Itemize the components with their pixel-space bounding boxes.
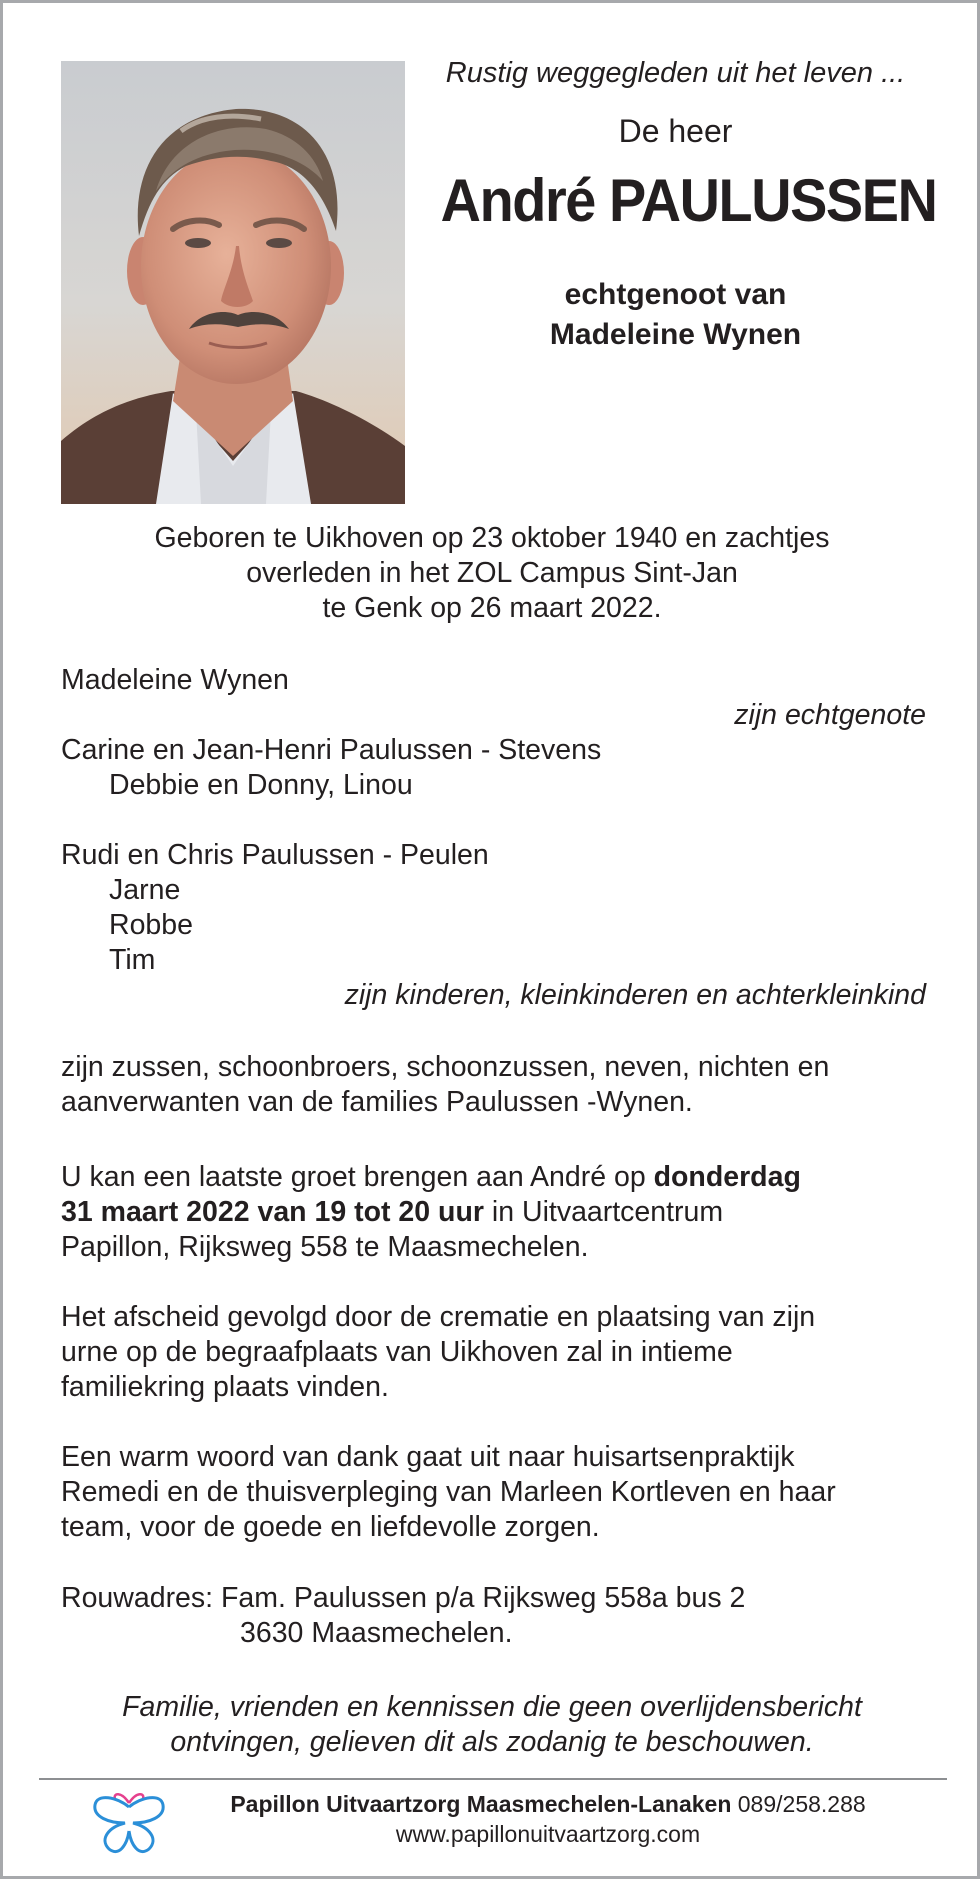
mourning-address: [61, 1581, 926, 1651]
farewell: [61, 1300, 926, 1405]
portrait-photo: [61, 61, 405, 504]
farewell-line-1: Het afscheid gevolgd door de crematie en plaatsing van zijn: [61, 1301, 816, 1333]
spacer: [61, 803, 926, 838]
grandchild-3: Tim: [109, 944, 156, 976]
child-1: Carine en Jean-Henri Paulussen - Stevens: [61, 734, 602, 766]
relatives-line-1: zijn zussen, schoonbroers, schoonzussen, neven, nichten en: [61, 1051, 830, 1083]
title-prefix: De heer: [618, 113, 733, 149]
thanks-line-2: Remedi en de thuisverpleging van Marleen Kortleven en haar: [61, 1476, 836, 1508]
address-line-2: 3630 Maasmechelen.: [240, 1617, 513, 1649]
visitation-line-1: [61, 1160, 926, 1195]
closing-line-2: ontvingen, gelieven dit als zodanig te beschouwen.: [170, 1726, 814, 1758]
children-role: zijn kinderen, kleinkinderen en achterkleinkind: [344, 979, 926, 1011]
footer: [173, 1789, 923, 1849]
address-line-1: Rouwadres: Fam. Paulussen p/a Rijksweg 558a bus 2: [61, 1582, 746, 1614]
funeral-home-name: Papillon Uitvaartzorg Maasmechelen-Lanaken: [230, 1791, 732, 1817]
footer-divider: [39, 1778, 947, 1780]
spouse-line-1: echtgenoot van: [564, 278, 787, 311]
grandchild-2: Robbe: [109, 909, 193, 941]
birth-death-info: [61, 521, 923, 626]
spouse-name: Madeleine Wynen: [61, 664, 289, 696]
farewell-line-2: urne op de begraafplaats van Uikhoven zal in intieme: [61, 1336, 733, 1368]
spouse-block: [423, 275, 928, 355]
visitation: [61, 1160, 926, 1265]
tagline: Rustig weggegleden uit het leven ...: [445, 57, 906, 89]
visitation-line-3: Papillon, Rijksweg 558 te Maasmechelen.: [61, 1231, 589, 1263]
birth-line-1: Geboren te Uikhoven op 23 oktober 1940 en zachtjes: [154, 522, 830, 554]
grandchild-1: Jarne: [109, 874, 181, 906]
birth-line-3: te Genk op 26 maart 2022.: [322, 592, 662, 624]
header: [423, 53, 937, 355]
portrait-illustration: [61, 61, 405, 504]
thanks: [61, 1440, 926, 1545]
visitation-text: U kan een laatste groet brengen aan André op: [61, 1161, 654, 1193]
farewell-line-3: familiekring plaats vinden.: [61, 1371, 389, 1403]
visitation-day: donderdag: [653, 1161, 801, 1193]
relatives: [61, 1050, 926, 1120]
relatives-line-2: aanverwanten van de families Paulussen -Wynen.: [61, 1086, 693, 1118]
deceased-name: André PAULUSSEN: [440, 167, 937, 234]
visitation-venue: in Uitvaartcentrum: [483, 1196, 724, 1228]
spouse-line-2: Madeleine Wynen: [549, 318, 802, 351]
thanks-line-3: team, voor de goede en liefdevolle zorgen.: [61, 1511, 600, 1543]
birth-line-2: overleden in het ZOL Campus Sint-Jan: [246, 557, 738, 589]
funeral-home-website: www.papillonuitvaartzorg.com: [395, 1821, 701, 1847]
visitation-line-2: [61, 1195, 926, 1230]
child-1-kids: Debbie en Donny, Linou: [109, 769, 413, 801]
funeral-home-phone: 089/258.288: [731, 1791, 866, 1817]
visitation-datetime: 31 maart 2022 van 19 tot 20 uur: [61, 1196, 484, 1228]
footer-org-line: [173, 1789, 923, 1819]
closing-note: [61, 1690, 923, 1760]
butterfly-logo-icon: [91, 1789, 167, 1859]
child-2: Rudi en Chris Paulussen - Peulen: [61, 839, 489, 871]
spouse-role: zijn echtgenote: [734, 699, 926, 731]
family-list: [61, 663, 926, 1013]
closing-line-1: Familie, vrienden en kennissen die geen overlijdensbericht: [122, 1691, 862, 1723]
thanks-line-1: Een warm woord van dank gaat uit naar huisartsenpraktijk: [61, 1441, 795, 1473]
